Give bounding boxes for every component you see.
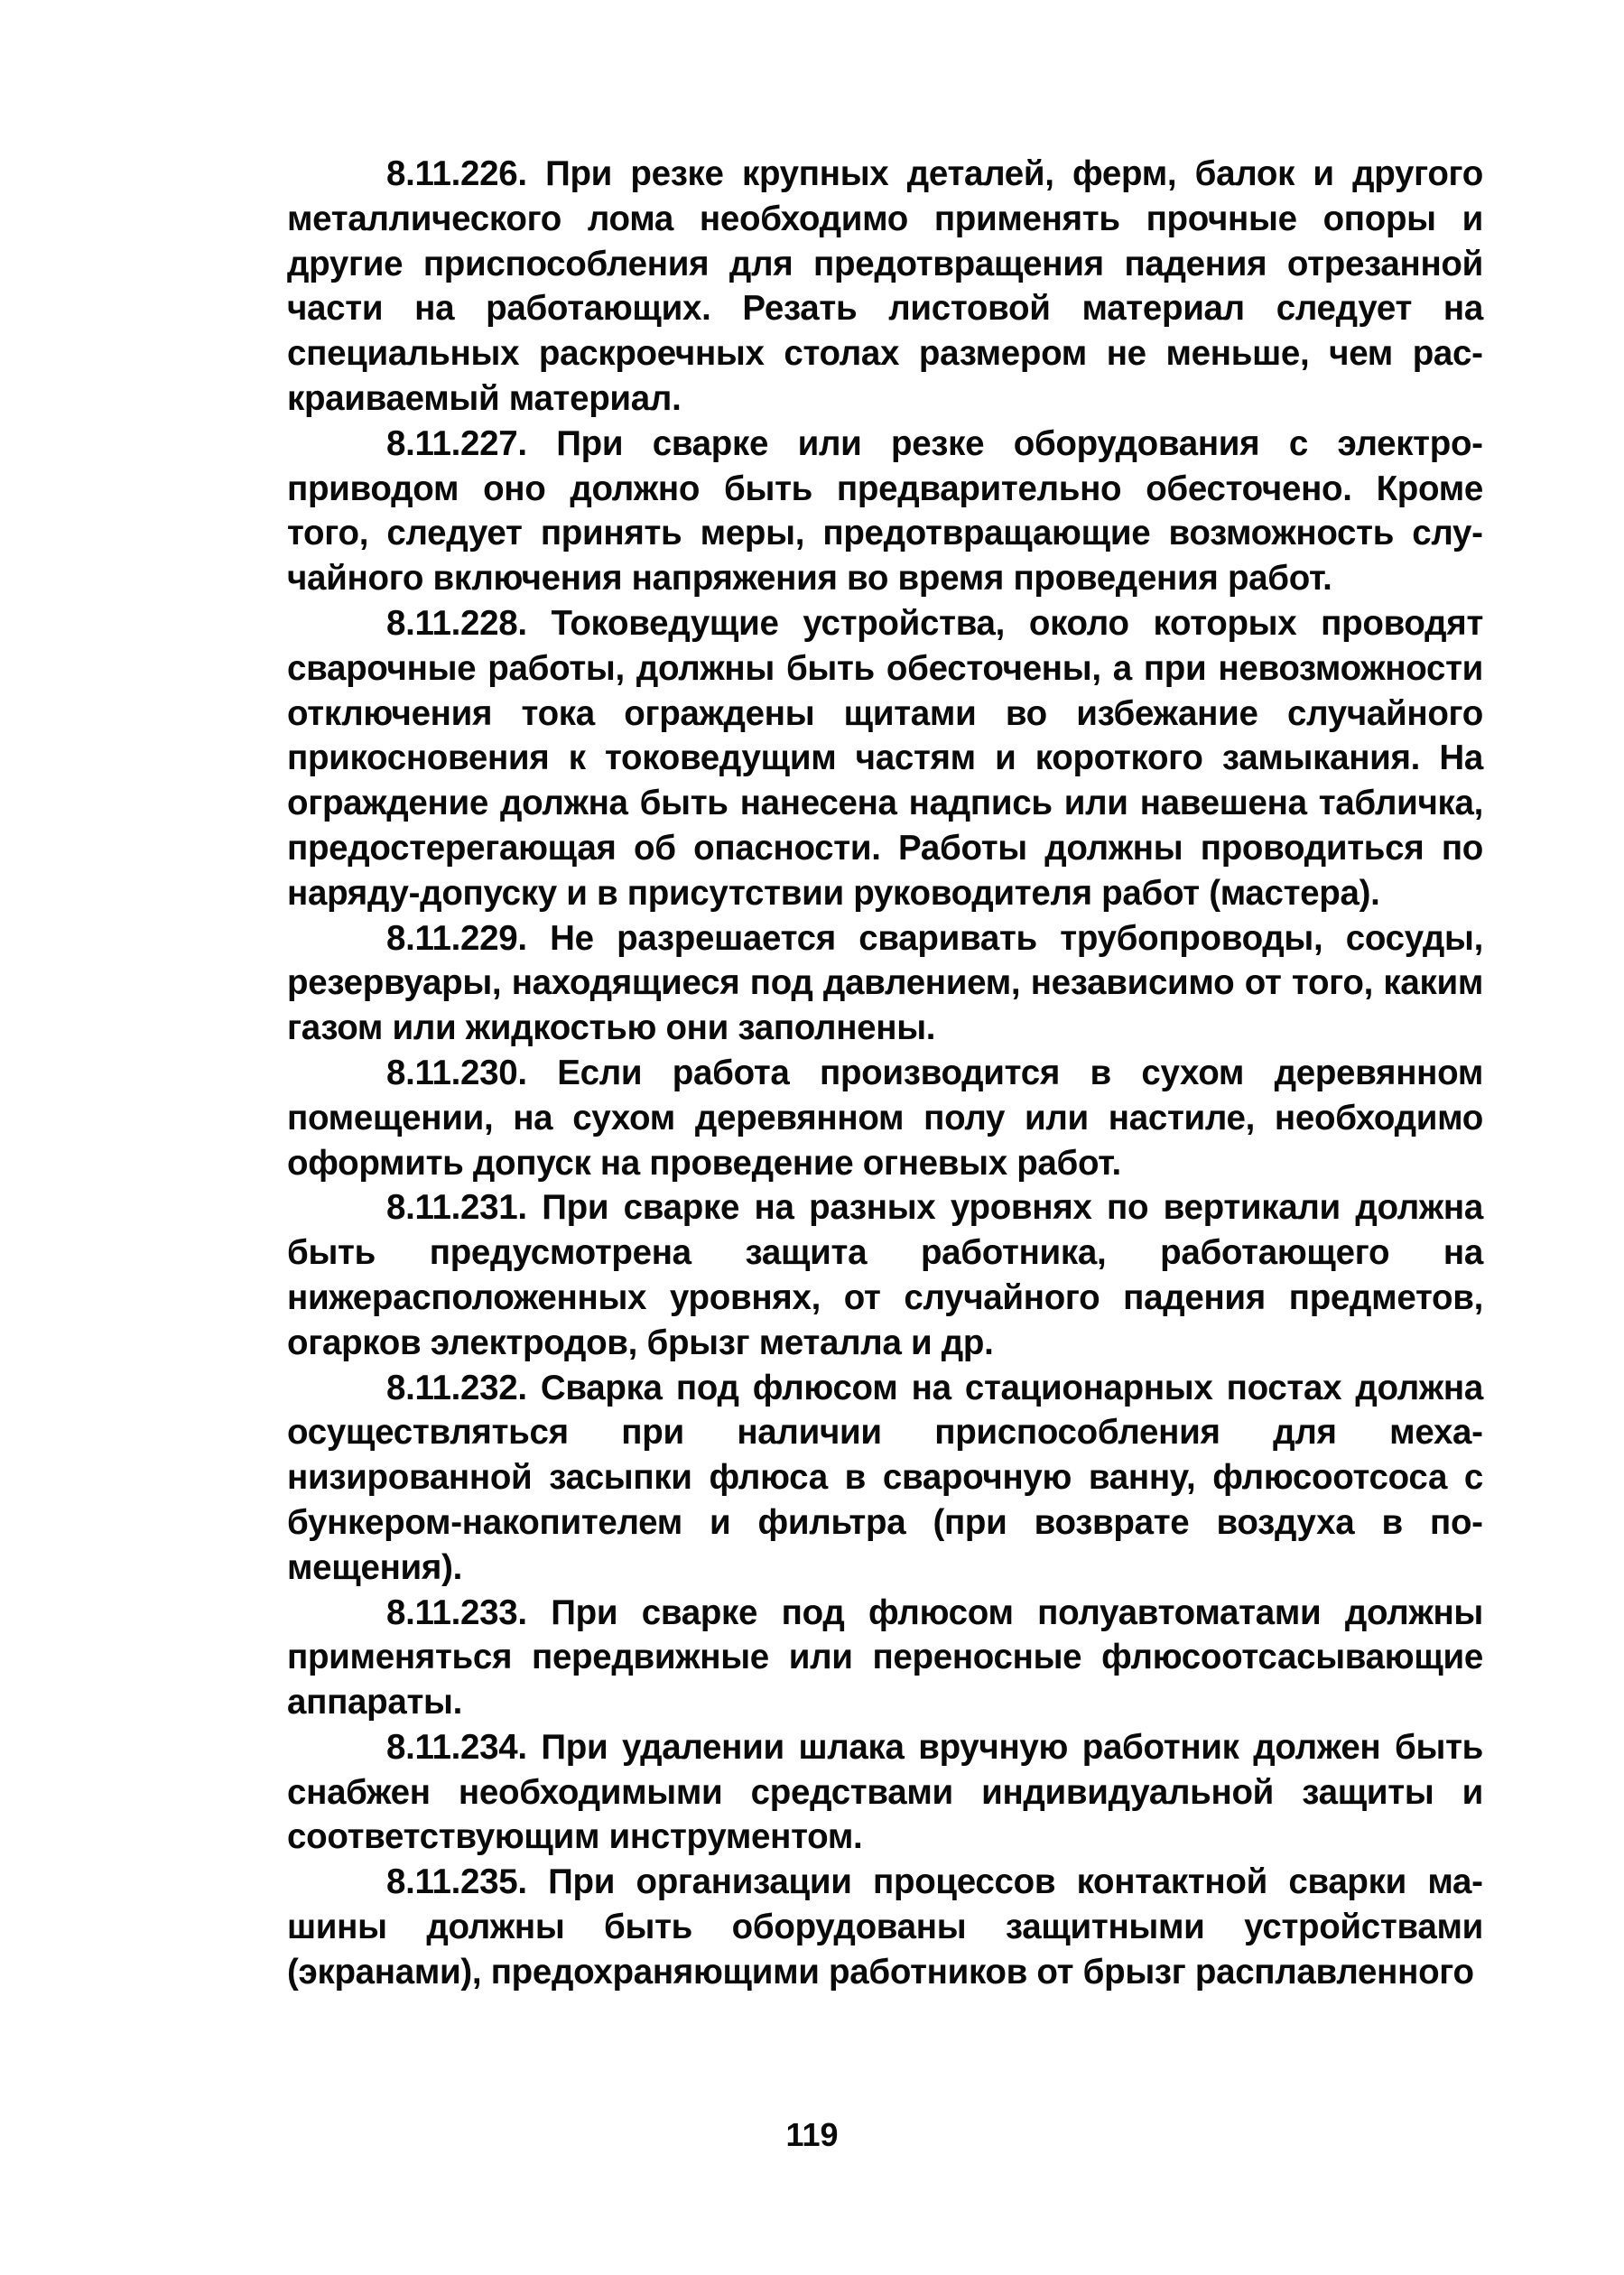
paragraph-8-11-227: 8.11.227. При сварке или резке оборудования с электроприводом оно должно быть предварительно обесточено. Кроме того, следует принять меры, предотвращающие возможность случайного включения напряжения во время проведения работ. <box>287 423 1483 599</box>
paragraph-8-11-230: 8.11.230. Если работа производится в сухом деревянном помещении, на сухом деревянном полу или настиле, необходимо оформить допуск на проведение огневых работ. <box>287 1053 1483 1183</box>
paragraph-8-11-232: 8.11.232. Сварка под флюсом на стационарных постах должна осуществляться при наличии приспособления для механизированной засыпки флюса в сварочную ванну, флюсоотсоса с бункером-накопителем и фильтра (при возврате воздуха в помещения). <box>287 1368 1483 1587</box>
paragraph-8-11-228: 8.11.228. Токоведущие устройства, около которых проводят сварочные работы, должны быть обесточены, а при невозможности отключения тока ограждены щитами во избежание случайного прикосновения к токоведущим частям и короткого замыкания. На ограждение должна быть нанесена надпись или навешена табличка, предостерегающая об опасности. Работы должны проводиться по наряду-допуску и в присутствии руководителя работ (мастера). <box>287 603 1483 913</box>
paragraph-8-11-226: 8.11.226. При резке крупных деталей, ферм, балок и другого металлического лома необходимо применять прочные опоры и другие приспособления для предотвращения падения отрезанной части на работающих. Резать листовой материал следует на специальных раскроечных столах размером не меньше, чем раскраиваемый материал. <box>287 154 1483 418</box>
page-number: 119 <box>785 2116 839 2153</box>
paragraph-8-11-235: 8.11.235. При организации процессов контактной сварки машины должны быть оборудованы защитными устройствами (экранами), предохраняющими работников от брызг расплавленного <box>287 1862 1483 1992</box>
paragraph-8-11-231: 8.11.231. При сварке на разных уровнях по вертикали должна быть предусмотрена защита работника, работающего на нижерасположенных уровнях, от случайного падения предметов, огарков электродов, брызг металла и др. <box>287 1188 1483 1362</box>
body-text <box>287 152 1483 1995</box>
paragraph-8-11-234: 8.11.234. При удалении шлака вручную работник должен быть снабжен необходимыми средствами индивидуальной защиты и соответствующим инструментом. <box>287 1727 1483 1857</box>
paragraph-8-11-233: 8.11.233. При сварке под флюсом полуавтоматами должны применяться передвижные или переносные флюсоотсасывающие аппараты. <box>287 1592 1483 1722</box>
paragraph-8-11-229: 8.11.229. Не разрешается сваривать трубопроводы, сосуды, резервуары, находящиеся под давлением, независимо от того, каким газом или жидкостью они заполнены. <box>287 918 1483 1048</box>
